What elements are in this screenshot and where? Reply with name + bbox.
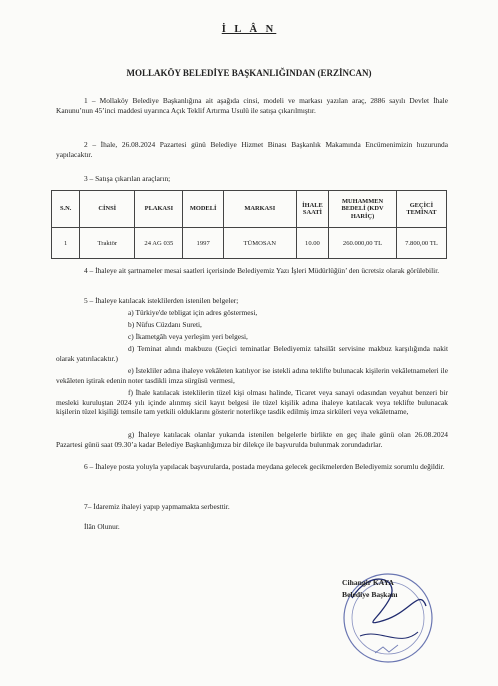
col-model: MODELİ bbox=[183, 191, 223, 228]
paragraph-4: 4 – İhaleye ait şartnameler mesai saatleri içerisinde Belediyemiz Yazı İşleri Müdürlüğün’ den ücretsiz olarak görülebilir. bbox=[84, 266, 440, 275]
paragraph-5c: c) İkametgâh veya yerleşim yeri belgesi, bbox=[128, 332, 248, 341]
cell-time: 10.00 bbox=[296, 228, 329, 259]
paragraph-5d: d) Teminat alındı makbuzu (Geçici teminatlar Belediyemiz tahsilât servisine makbuz karşılığında nakit olarak yatırılacaktır.) bbox=[56, 344, 448, 363]
announcement-title: İ L Â N bbox=[221, 24, 277, 35]
col-brand: MARKASI bbox=[223, 191, 296, 228]
paragraph-1: 1 – Mollaköy Belediye Başkanlığına ait aşağıda cinsi, modeli ve markası yazılan araç, 2886 sayılı Devlet İhale Kanunu’nun 45’inci maddesi uyarınca Açık Teklif Artırma Usulü ile satışa çıkarılmıştır. bbox=[56, 96, 448, 115]
paragraph-3: 3 – Satışa çıkarılan araçların; bbox=[84, 174, 171, 183]
paragraph-6: 6 – İhaleye posta yoluyla yapılacak başvurularda, postada meydana gelecek gecikmelerden Belediyemiz sorumlu değildir. bbox=[84, 462, 445, 471]
paragraph-5f: f) İhale katılacak isteklilerin tüzel kişi olması halinde, Ticaret veya sanayi odasından veyahut benzeri bir mesleki kuruluştan 2024 yılı içinde alınmış sicil kayıt belgesi ile tüzel kişilik adına ihaleye katılacak veya teklifte bulunacak kişilerin tüzel kişiliği temsile tam yetkili olduklarını gösterir noterlikçe tasdik edilmiş imza sirküleri veya vekâletname, bbox=[56, 388, 448, 417]
cell-estimated-value: 260.000,00 TL bbox=[329, 228, 397, 259]
col-time: İHALE SAATİ bbox=[296, 191, 329, 228]
paragraph-7: 7– İdaremiz ihaleyi yapıp yapmamakta serbesttir. bbox=[84, 502, 230, 511]
table-header-row bbox=[52, 191, 447, 228]
col-type: CİNSİ bbox=[80, 191, 135, 228]
cell-plate: 24 AG 035 bbox=[135, 228, 183, 259]
table-row bbox=[52, 228, 447, 259]
col-sn: S.N. bbox=[52, 191, 80, 228]
col-deposit: GEÇİCİ TEMİNAT bbox=[396, 191, 446, 228]
paragraph-5a: a) Türkiye'de tebligat için adres göstermesi, bbox=[128, 308, 258, 317]
signatory-name: Cihangir KAYA bbox=[342, 578, 394, 587]
closing-text: İlân Olunur. bbox=[84, 522, 120, 531]
paragraph-5: 5 – İhaleye katılacak isteklilerden istenilen belgeler; bbox=[84, 296, 239, 305]
official-seal-and-signature bbox=[330, 558, 440, 678]
cell-model: 1997 bbox=[183, 228, 223, 259]
cell-sn: 1 bbox=[52, 228, 80, 259]
signatory-title: Belediye Başkanı bbox=[342, 590, 398, 599]
paragraph-5e: e) İstekliler adına ihaleye vekâleten katılıyor ise istekli adına teklifte bulunacak kişilerin vekâletnameleri ile vekâleten iştirak edenin noter tasdikli imza sürgüsü vermesi, bbox=[56, 366, 448, 385]
col-plate: PLAKASI bbox=[135, 191, 183, 228]
paragraph-5b: b) Nüfus Cüzdanı Sureti, bbox=[128, 320, 202, 329]
col-estimated-value: MUHAMMEN BEDELİ (KDV HARİÇ) bbox=[329, 191, 397, 228]
cell-type: Traktör bbox=[80, 228, 135, 259]
municipality-heading: MOLLAKÖY BELEDİYE BAŞKANLIĞINDAN (ERZİNCAN) bbox=[126, 68, 372, 78]
paragraph-2: 2 – İhale, 26.08.2024 Pazartesi günü Belediye Hizmet Binası Başkanlık Makamında Encümenimizin huzurunda yapılacaktır. bbox=[56, 140, 448, 159]
cell-deposit: 7.800,00 TL bbox=[396, 228, 446, 259]
vehicle-table bbox=[51, 190, 447, 259]
paragraph-5g: g) İhaleye katılacak olanlar yukarıda istenilen belgelerle birlikte en geç ihale günü olan 26.08.2024 Pazartesi günü saat 09.30’a kadar Belediye Başkanlığımıza bir dilekçe ile başvurulda bulunmak zorundadırlar. bbox=[56, 430, 448, 449]
cell-brand: TÜMOSAN bbox=[223, 228, 296, 259]
